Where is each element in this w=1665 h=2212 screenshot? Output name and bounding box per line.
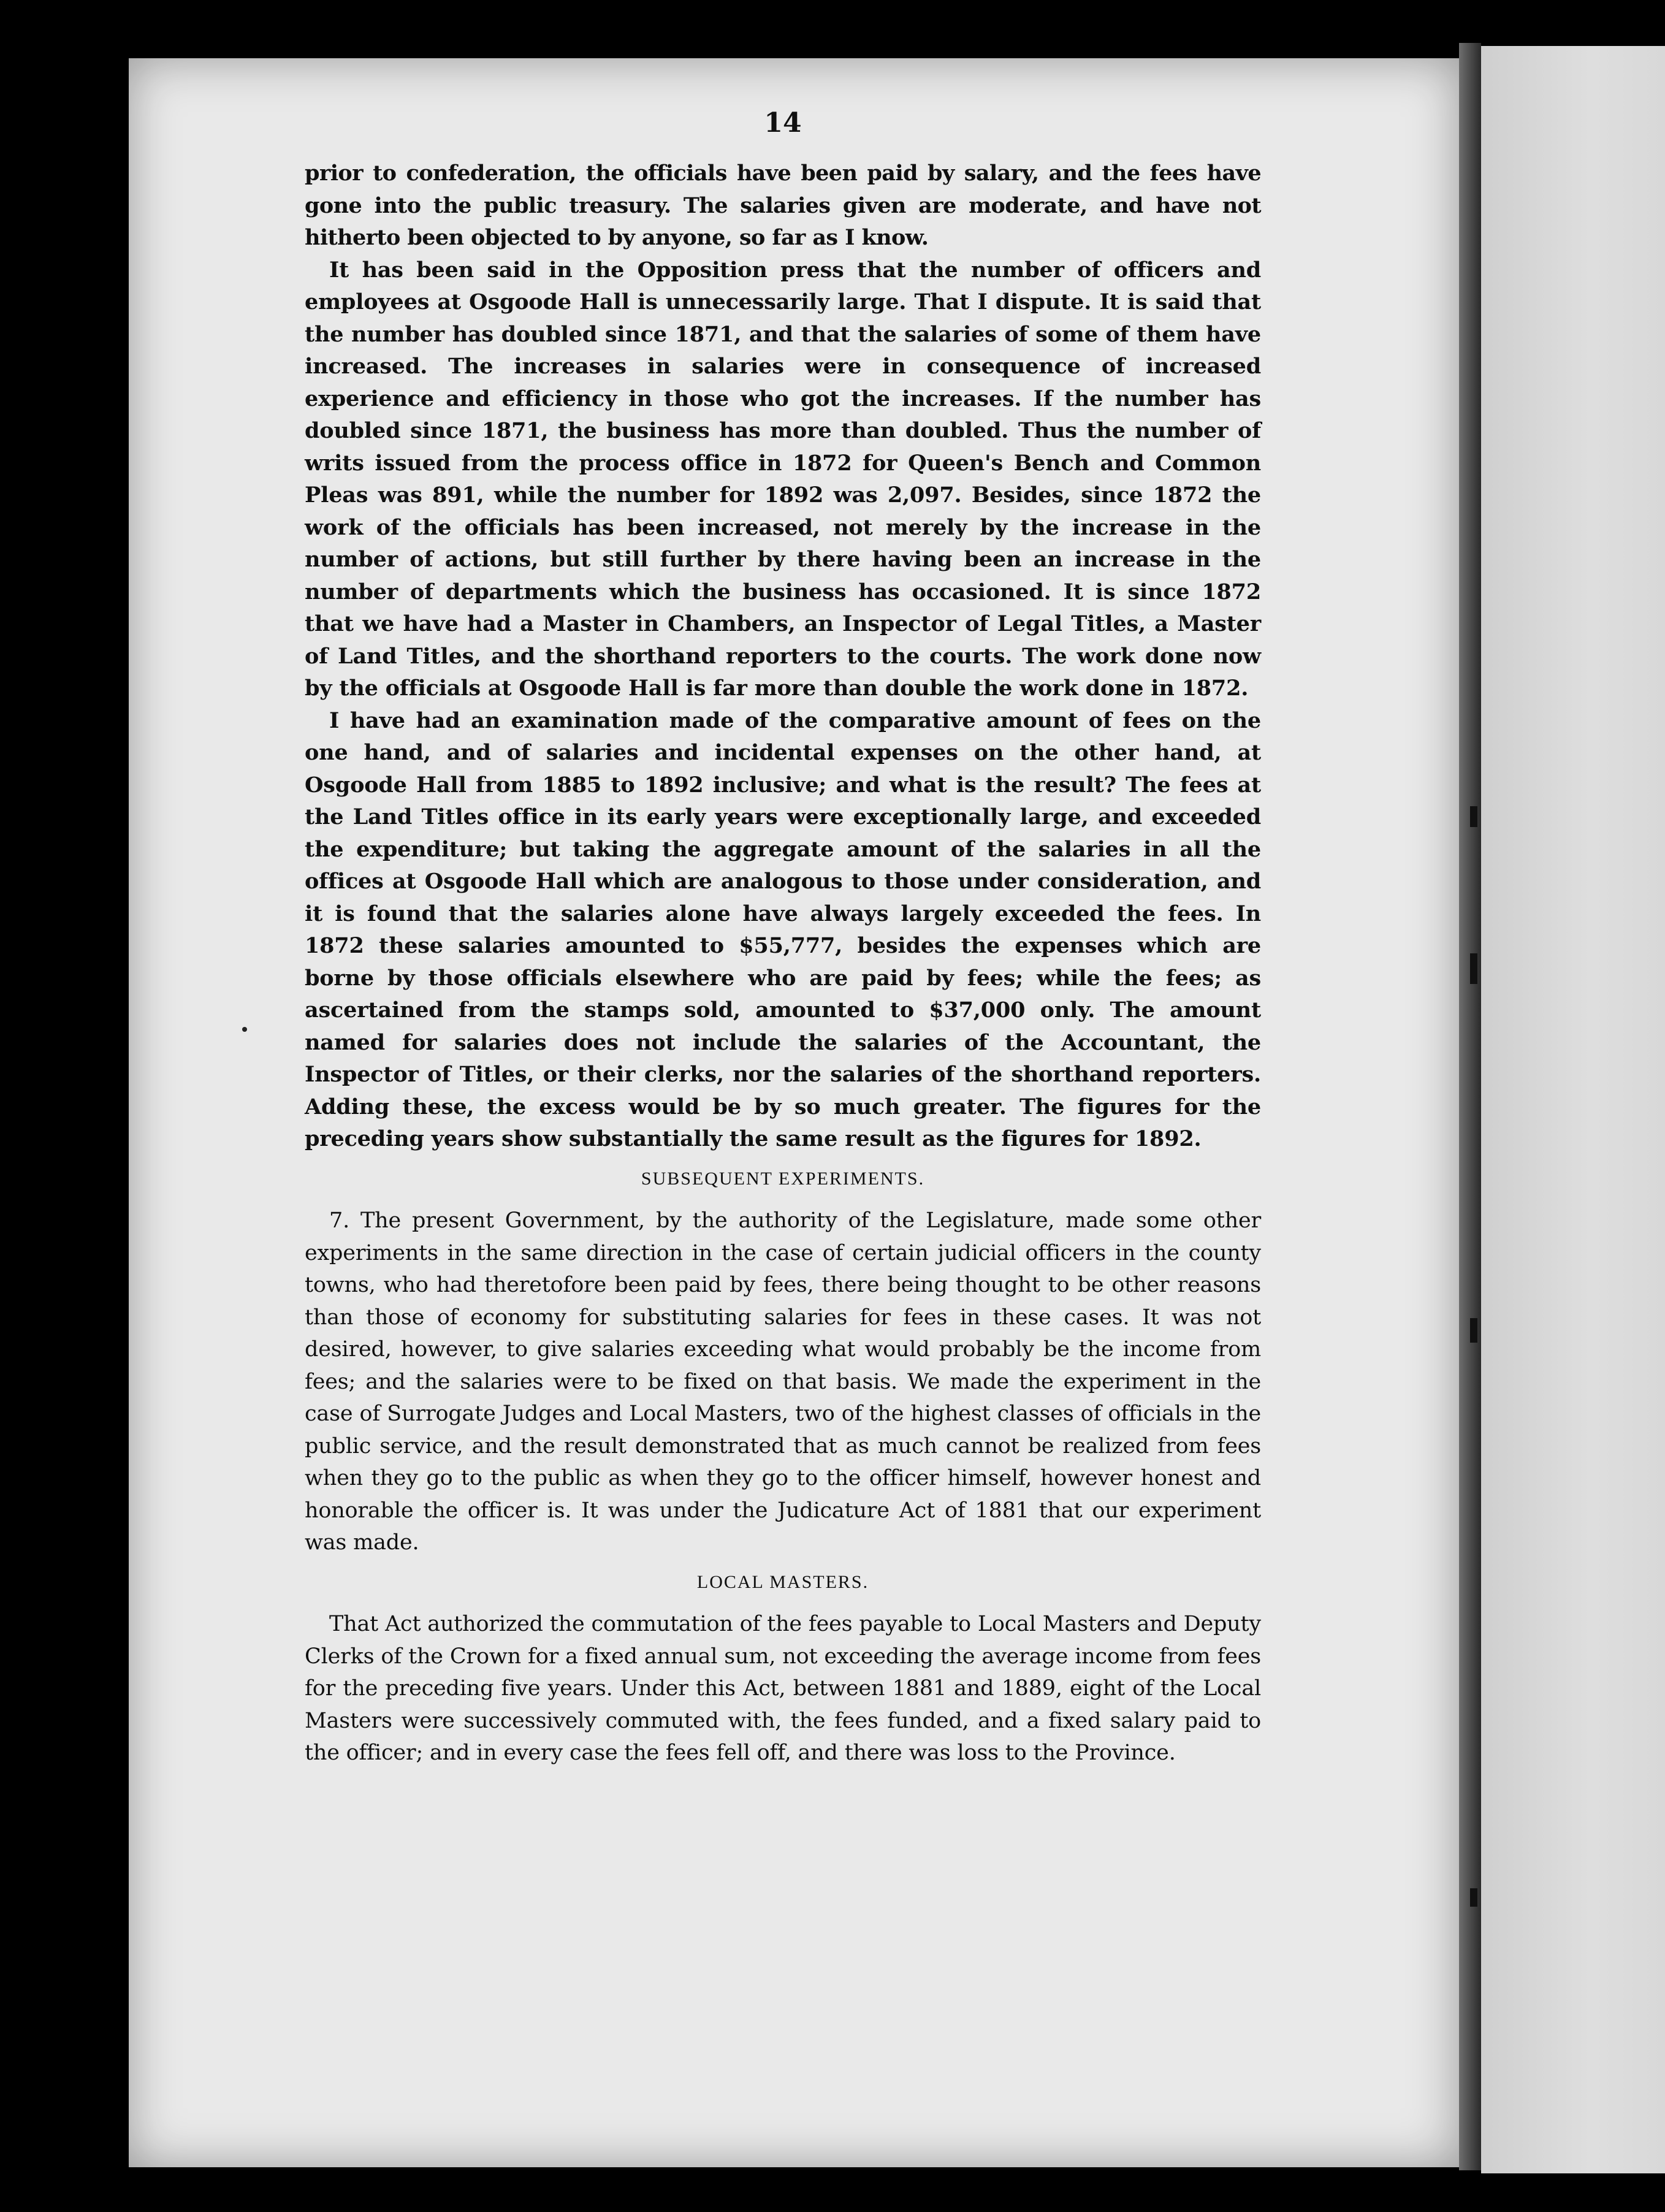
paragraph-experiments: 7. The present Government, by the authority of the Legislature, made some other experiments in the same direction in the case of certain judicial officers in the county towns, who had theretofore been paid by fees, there being thought to be other reasons than those of economy for substituting salaries for fees in these cases. It was not desired, however, to give salaries exceeding what would probably be the income from fees; and the salaries were to be fixed on that basis. We made the experiment in the case of Surrogate Judges and Local Masters, two of the highest classes of officials in the public service, and the result demonstrated that as much cannot be realized from fees when they go to the public as when they go to the officer himself, however honest and honorable the officer is. It was under the Judicature Act of 1881 that our experiment was made. (305, 1208, 1261, 1555)
page-text (305, 107, 1261, 1769)
edge-mark (1470, 1318, 1477, 1343)
page-number: 14 (764, 107, 802, 139)
page-gutter-shadow (1459, 43, 1481, 2170)
edge-mark (1470, 806, 1477, 827)
edge-mark (1470, 953, 1477, 984)
margin-mark (242, 1027, 247, 1032)
adjacent-page-edge (1481, 46, 1665, 2173)
paragraph-osgoode-hall: It has been said in the Opposition press that the number of officers and employees at Osgoode Hall is unnecessarily large. That I dispute. It is said that the number has doubled since 1871, and that the salaries of some of them have increased. The increases in salaries were in consequence of increased experience and efficiency in those who got the increases. If the number has doubled since 1871, the business has more than doubled. Thus the number of writs issued from the process office in 1872 for Queen's Bench and Common Pleas was 891, while the number for 1892 was 2,097. Besides, since 1872 the work of the officials has been increased, not merely by the increase in the number of actions, but still further by there having been an increase in the number of departments which the business has occasioned. It is since 1872 that we have had a Master in Chambers, an Inspector of Legal Titles, a Master of Land Titles, and the shorthand reporters to the courts. The work done now by the officials at Osgoode Hall is far more than double the work done in 1872. (305, 257, 1261, 701)
edge-mark (1470, 1888, 1477, 1907)
section-heading-subsequent-experiments: SUBSEQUENT EXPERIMENTS. (641, 1168, 925, 1189)
paragraph-local-masters: That Act authorized the commutation of the fees payable to Local Masters and Deputy Clerks of the Crown for a fixed annual sum, not exceeding the average income from fees for the preceding five years. Under this Act, between 1881 and 1889, eight of the Local Masters were successively commuted with, the fees funded, and a fixed salary paid to the officer; and in every case the fees fell off, and there was loss to the Province. (305, 1612, 1261, 1765)
paragraph-fees-examination: I have had an examination made of the comparative amount of fees on the one hand, and of salaries and incidental expenses on the other hand, at Osgoode Hall from 1885 to 1892 inclusive; and what is the result? The fees at the Land Titles office in its early years were exceptionally large, and exceeded the expenditure; but taking the aggregate amount of the salaries in all the offices at Osgoode Hall which are analogous to those under consideration, and it is found that the salaries alone have always largely exceeded the fees. In 1872 these salaries amounted to $55,777, besides the expenses which are borne by those officials elsewhere who are paid by fees; while the fees; as ascertained from the stamps sold, amounted to $37,000 only. The amount named for salaries does not include the salaries of the Accountant, the Inspector of Titles, or their clerks, nor the salaries of the shorthand reporters. Adding these, the excess would be by so much greater. The figures for the preceding years show substantially the same result as the figures for 1892. (305, 707, 1261, 1151)
section-heading-local-masters: LOCAL MASTERS. (696, 1571, 869, 1592)
paragraph-intro: prior to confederation, the officials have been paid by salary, and the fees have gone into the public treasury. The salaries given are moderate, and have not hitherto been objected to by anyone, so far as I know. (305, 161, 1261, 250)
